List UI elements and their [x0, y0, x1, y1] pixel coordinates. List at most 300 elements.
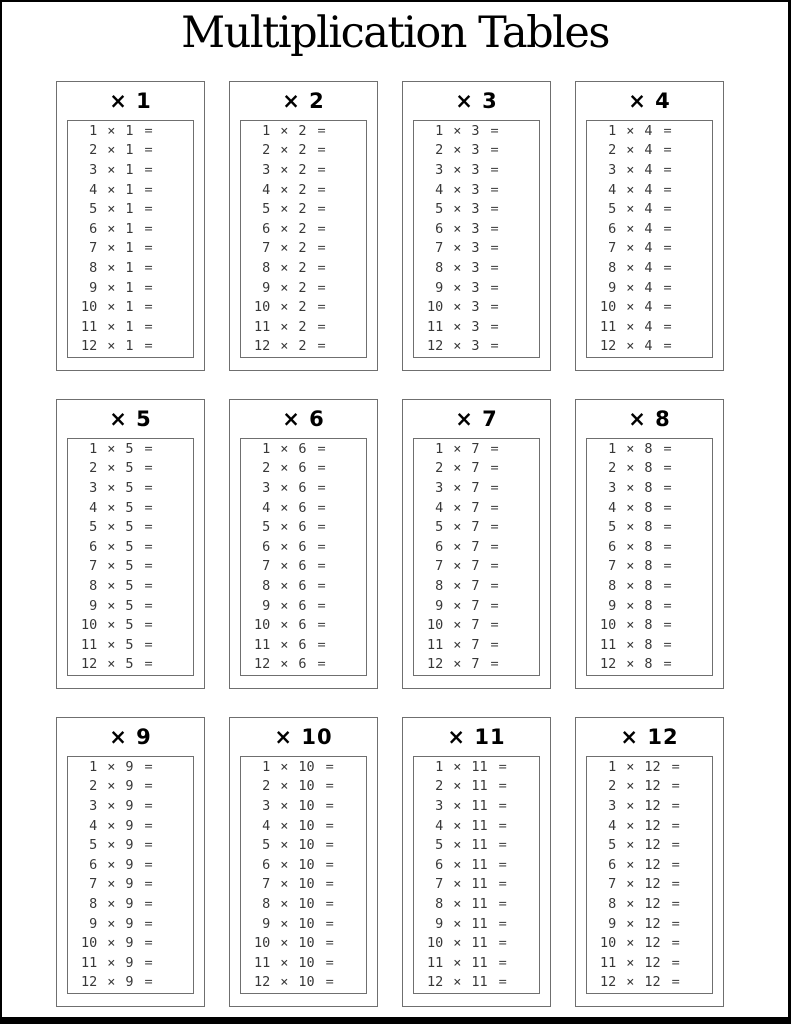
multiplication-row: [600, 121, 712, 141]
times-symbol: ×: [280, 480, 289, 497]
multiplication-row: [600, 557, 712, 577]
times-symbol: ×: [107, 954, 116, 971]
table-card-x1: [56, 81, 205, 371]
problems-box: [240, 756, 367, 994]
multiplicand: 11: [600, 636, 617, 653]
equals-symbol: =: [663, 279, 672, 296]
equals-symbol: =: [671, 856, 680, 873]
times-symbol: ×: [107, 499, 116, 516]
times-symbol: ×: [626, 876, 635, 893]
multiplicand: 5: [435, 837, 444, 854]
multiplier: 2: [298, 201, 307, 218]
problems-box: [413, 120, 540, 358]
multiplier: 2: [298, 240, 307, 257]
times-symbol: ×: [280, 758, 289, 775]
times-symbol: ×: [453, 974, 462, 991]
times-symbol: ×: [107, 558, 116, 575]
multiplication-row: [81, 439, 193, 459]
multiplier: 9: [125, 856, 134, 873]
multiplication-row: [427, 199, 539, 219]
times-symbol: ×: [626, 279, 635, 296]
multiplicand: 6: [262, 538, 271, 555]
multiplier: 1: [125, 122, 134, 139]
times-symbol: ×: [453, 915, 462, 932]
times-symbol: ×: [626, 240, 635, 257]
multiplier: 8: [644, 577, 653, 594]
problems-box: [240, 120, 367, 358]
multiplication-row: [81, 557, 193, 577]
multiplicand: 3: [435, 480, 444, 497]
multiplicand: 7: [608, 240, 617, 257]
multiplicand: 5: [262, 837, 271, 854]
multiplier: 2: [298, 318, 307, 335]
multiplier: 12: [644, 915, 661, 932]
equals-symbol: =: [663, 519, 672, 536]
equals-symbol: =: [144, 798, 153, 815]
times-symbol: ×: [280, 558, 289, 575]
multiplicand: 10: [427, 299, 444, 316]
multiplication-row: [600, 459, 712, 479]
multiplication-row: [254, 459, 366, 479]
multiplication-row: [81, 953, 193, 973]
multiplication-row: [427, 973, 539, 993]
multiplication-row: [600, 537, 712, 557]
multiplier: 1: [125, 259, 134, 276]
multiplier: 2: [298, 181, 307, 198]
multiplication-row: [254, 796, 366, 816]
multiplier: 3: [471, 201, 480, 218]
multiplicand: 8: [262, 259, 271, 276]
times-symbol: ×: [626, 299, 635, 316]
multiplicand: 7: [608, 876, 617, 893]
multiplication-row: [600, 498, 712, 518]
multiplier: 8: [644, 538, 653, 555]
multiplication-row: [254, 478, 366, 498]
multiplier: 6: [298, 480, 307, 497]
multiplier: 9: [125, 974, 134, 991]
multiplication-row: [427, 855, 539, 875]
multiplication-row: [427, 914, 539, 934]
multiplier: 12: [644, 758, 661, 775]
multiplication-row: [600, 160, 712, 180]
multiplication-row: [600, 796, 712, 816]
times-symbol: ×: [453, 935, 462, 952]
multiplier: 7: [471, 519, 480, 536]
multiplication-row: [600, 517, 712, 537]
multiplication-row: [600, 596, 712, 616]
multiplier: 12: [644, 954, 661, 971]
multiplicand: 11: [427, 954, 444, 971]
multiplier: 5: [125, 597, 134, 614]
equals-symbol: =: [144, 299, 153, 316]
multiplicand: 6: [262, 220, 271, 237]
multiplicand: 9: [89, 279, 98, 296]
equals-symbol: =: [317, 597, 326, 614]
multiplication-row: [254, 498, 366, 518]
multiplicand: 8: [262, 577, 271, 594]
equals-symbol: =: [490, 499, 499, 516]
multiplicand: 3: [608, 162, 617, 179]
multiplication-row: [81, 517, 193, 537]
times-symbol: ×: [626, 318, 635, 335]
equals-symbol: =: [325, 935, 334, 952]
multiplication-row: [600, 180, 712, 200]
times-symbol: ×: [107, 279, 116, 296]
equals-symbol: =: [317, 279, 326, 296]
multiplier: 12: [644, 856, 661, 873]
table-card-x6: [229, 399, 378, 689]
equals-symbol: =: [317, 519, 326, 536]
multiplicand: 6: [435, 220, 444, 237]
multiplicand: 9: [89, 597, 98, 614]
equals-symbol: =: [663, 299, 672, 316]
multiplicand: 2: [89, 778, 98, 795]
multiplication-row: [254, 219, 366, 239]
multiplication-row: [600, 933, 712, 953]
multiplicand: 12: [600, 974, 617, 991]
multiplier: 1: [125, 181, 134, 198]
equals-symbol: =: [490, 440, 499, 457]
times-symbol: ×: [453, 299, 462, 316]
times-symbol: ×: [107, 817, 116, 834]
multiplier: 5: [125, 440, 134, 457]
times-symbol: ×: [453, 259, 462, 276]
multiplier: 6: [298, 597, 307, 614]
times-symbol: ×: [280, 915, 289, 932]
times-symbol: ×: [626, 162, 635, 179]
multiplication-row: [254, 914, 366, 934]
equals-symbol: =: [490, 142, 499, 159]
multiplication-row: [427, 278, 539, 298]
multiplier: 8: [644, 519, 653, 536]
multiplier: 5: [125, 480, 134, 497]
equals-symbol: =: [144, 440, 153, 457]
multiplicand: 5: [435, 201, 444, 218]
equals-symbol: =: [498, 895, 507, 912]
times-symbol: ×: [453, 480, 462, 497]
table-card-header: × 10: [274, 724, 333, 749]
multiplier: 12: [644, 935, 661, 952]
multiplicand: 6: [89, 220, 98, 237]
equals-symbol: =: [663, 460, 672, 477]
table-card-header: × 7: [455, 406, 498, 431]
multiplier: 12: [644, 837, 661, 854]
multiplier: 7: [471, 480, 480, 497]
times-symbol: ×: [626, 954, 635, 971]
times-symbol: ×: [280, 798, 289, 815]
multiplication-row: [427, 498, 539, 518]
equals-symbol: =: [490, 259, 499, 276]
equals-symbol: =: [490, 338, 499, 355]
times-symbol: ×: [453, 279, 462, 296]
equals-symbol: =: [498, 758, 507, 775]
multiplicand: 3: [608, 798, 617, 815]
times-symbol: ×: [453, 876, 462, 893]
table-card-x10: [229, 717, 378, 1007]
problems-box: [586, 756, 713, 994]
times-symbol: ×: [107, 798, 116, 815]
multiplicand: 12: [254, 656, 271, 673]
equals-symbol: =: [144, 915, 153, 932]
equals-symbol: =: [317, 636, 326, 653]
equals-symbol: =: [663, 240, 672, 257]
multiplier: 8: [644, 480, 653, 497]
equals-symbol: =: [490, 577, 499, 594]
multiplier: 1: [125, 162, 134, 179]
times-symbol: ×: [453, 519, 462, 536]
equals-symbol: =: [144, 480, 153, 497]
multiplicand: 4: [89, 817, 98, 834]
multiplication-row: [254, 537, 366, 557]
multiplier: 4: [644, 279, 653, 296]
multiplicand: 11: [254, 954, 271, 971]
multiplicand: 1: [608, 122, 617, 139]
multiplier: 3: [471, 299, 480, 316]
multiplication-row: [254, 278, 366, 298]
multiplier: 3: [471, 162, 480, 179]
times-symbol: ×: [626, 122, 635, 139]
multiplicand: 10: [600, 617, 617, 634]
multiplication-row: [254, 517, 366, 537]
times-symbol: ×: [107, 519, 116, 536]
equals-symbol: =: [144, 656, 153, 673]
multiplicand: 1: [262, 440, 271, 457]
multiplicand: 4: [262, 817, 271, 834]
multiplicand: 5: [262, 201, 271, 218]
multiplication-row: [81, 278, 193, 298]
times-symbol: ×: [453, 220, 462, 237]
multiplier: 9: [125, 876, 134, 893]
equals-symbol: =: [498, 974, 507, 991]
multiplicand: 3: [435, 162, 444, 179]
multiplier: 5: [125, 617, 134, 634]
times-symbol: ×: [280, 259, 289, 276]
multiplicand: 8: [608, 259, 617, 276]
multiplication-row: [600, 816, 712, 836]
times-symbol: ×: [280, 778, 289, 795]
times-symbol: ×: [280, 617, 289, 634]
multiplicand: 9: [262, 915, 271, 932]
times-symbol: ×: [107, 856, 116, 873]
multiplicand: 12: [427, 656, 444, 673]
equals-symbol: =: [317, 162, 326, 179]
problems-box: [67, 120, 194, 358]
equals-symbol: =: [317, 577, 326, 594]
multiplication-row: [427, 478, 539, 498]
times-symbol: ×: [453, 142, 462, 159]
equals-symbol: =: [144, 181, 153, 198]
equals-symbol: =: [144, 876, 153, 893]
multiplier: 4: [644, 259, 653, 276]
equals-symbol: =: [490, 220, 499, 237]
table-card-x11: [402, 717, 551, 1007]
table-card-x4: [575, 81, 724, 371]
times-symbol: ×: [280, 338, 289, 355]
times-symbol: ×: [453, 758, 462, 775]
times-symbol: ×: [453, 318, 462, 335]
equals-symbol: =: [663, 201, 672, 218]
times-symbol: ×: [453, 338, 462, 355]
equals-symbol: =: [317, 259, 326, 276]
multiplicand: 10: [427, 935, 444, 952]
multiplication-row: [254, 596, 366, 616]
multiplication-row: [254, 635, 366, 655]
multiplicand: 4: [89, 181, 98, 198]
multiplication-row: [600, 615, 712, 635]
multiplicand: 5: [608, 201, 617, 218]
multiplier: 8: [644, 558, 653, 575]
multiplier: 10: [298, 974, 315, 991]
multiplier: 3: [471, 240, 480, 257]
multiplicand: 1: [262, 758, 271, 775]
multiplier: 10: [298, 817, 315, 834]
multiplication-row: [600, 973, 712, 993]
multiplication-row: [600, 635, 712, 655]
times-symbol: ×: [453, 558, 462, 575]
equals-symbol: =: [663, 558, 672, 575]
multiplication-row: [600, 278, 712, 298]
equals-symbol: =: [663, 162, 672, 179]
multiplicand: 3: [262, 480, 271, 497]
multiplicand: 2: [608, 778, 617, 795]
multiplicand: 11: [427, 636, 444, 653]
equals-symbol: =: [490, 181, 499, 198]
problems-box: [413, 438, 540, 676]
multiplier: 11: [471, 817, 488, 834]
multiplier: 1: [125, 201, 134, 218]
multiplicand: 3: [89, 480, 98, 497]
equals-symbol: =: [663, 122, 672, 139]
multiplicand: 10: [254, 617, 271, 634]
equals-symbol: =: [325, 758, 334, 775]
times-symbol: ×: [280, 856, 289, 873]
multiplier: 11: [471, 837, 488, 854]
multiplier: 4: [644, 338, 653, 355]
equals-symbol: =: [671, 837, 680, 854]
times-symbol: ×: [280, 318, 289, 335]
multiplier: 12: [644, 974, 661, 991]
multiplication-row: [254, 894, 366, 914]
multiplier: 2: [298, 122, 307, 139]
times-symbol: ×: [107, 915, 116, 932]
times-symbol: ×: [107, 895, 116, 912]
equals-symbol: =: [317, 538, 326, 555]
multiplier: 5: [125, 558, 134, 575]
multiplication-row: [81, 576, 193, 596]
multiplier: 10: [298, 876, 315, 893]
multiplicand: 2: [262, 142, 271, 159]
equals-symbol: =: [144, 758, 153, 775]
equals-symbol: =: [317, 122, 326, 139]
multiplier: 6: [298, 538, 307, 555]
equals-symbol: =: [663, 259, 672, 276]
equals-symbol: =: [144, 162, 153, 179]
times-symbol: ×: [626, 935, 635, 952]
multiplication-row: [600, 439, 712, 459]
multiplication-row: [81, 337, 193, 357]
multiplier: 6: [298, 656, 307, 673]
equals-symbol: =: [144, 817, 153, 834]
multiplication-row: [254, 557, 366, 577]
times-symbol: ×: [280, 142, 289, 159]
multiplicand: 12: [81, 338, 98, 355]
equals-symbol: =: [144, 142, 153, 159]
multiplication-row: [254, 121, 366, 141]
times-symbol: ×: [626, 480, 635, 497]
equals-symbol: =: [490, 460, 499, 477]
table-card-x2: [229, 81, 378, 371]
times-symbol: ×: [280, 935, 289, 952]
multiplicand: 3: [89, 798, 98, 815]
multiplication-row: [81, 777, 193, 797]
multiplier: 4: [644, 318, 653, 335]
multiplier: 5: [125, 577, 134, 594]
times-symbol: ×: [626, 656, 635, 673]
multiplicand: 8: [262, 895, 271, 912]
multiplicand: 7: [608, 558, 617, 575]
times-symbol: ×: [107, 538, 116, 555]
multiplication-row: [600, 777, 712, 797]
times-symbol: ×: [107, 758, 116, 775]
multiplication-row: [254, 337, 366, 357]
multiplier: 3: [471, 279, 480, 296]
table-card-header: × 4: [628, 88, 671, 113]
multiplicand: 9: [435, 279, 444, 296]
multiplicand: 5: [89, 837, 98, 854]
multiplicand: 9: [435, 597, 444, 614]
multiplier: 10: [298, 798, 315, 815]
multiplication-row: [427, 317, 539, 337]
multiplication-row: [81, 199, 193, 219]
equals-symbol: =: [671, 895, 680, 912]
multiplicand: 3: [608, 480, 617, 497]
multiplier: 7: [471, 558, 480, 575]
multiplication-row: [600, 914, 712, 934]
times-symbol: ×: [453, 162, 462, 179]
multiplication-row: [81, 180, 193, 200]
multiplicand: 6: [89, 856, 98, 873]
multiplier: 11: [471, 935, 488, 952]
multiplicand: 11: [81, 318, 98, 335]
equals-symbol: =: [671, 915, 680, 932]
multiplicand: 12: [254, 338, 271, 355]
times-symbol: ×: [280, 181, 289, 198]
multiplication-row: [254, 258, 366, 278]
multiplier: 10: [298, 935, 315, 952]
multiplier: 4: [644, 240, 653, 257]
multiplier: 8: [644, 440, 653, 457]
multiplication-row: [254, 576, 366, 596]
equals-symbol: =: [144, 538, 153, 555]
equals-symbol: =: [144, 636, 153, 653]
multiplicand: 9: [608, 915, 617, 932]
times-symbol: ×: [280, 460, 289, 477]
multiplicand: 6: [608, 220, 617, 237]
multiplier: 6: [298, 440, 307, 457]
multiplication-row: [81, 297, 193, 317]
equals-symbol: =: [144, 460, 153, 477]
multiplier: 8: [644, 597, 653, 614]
multiplication-row: [254, 160, 366, 180]
times-symbol: ×: [626, 617, 635, 634]
multiplier: 7: [471, 538, 480, 555]
times-symbol: ×: [107, 240, 116, 257]
table-card-x3: [402, 81, 551, 371]
times-symbol: ×: [107, 480, 116, 497]
times-symbol: ×: [453, 597, 462, 614]
times-symbol: ×: [107, 181, 116, 198]
multiplier: 7: [471, 577, 480, 594]
